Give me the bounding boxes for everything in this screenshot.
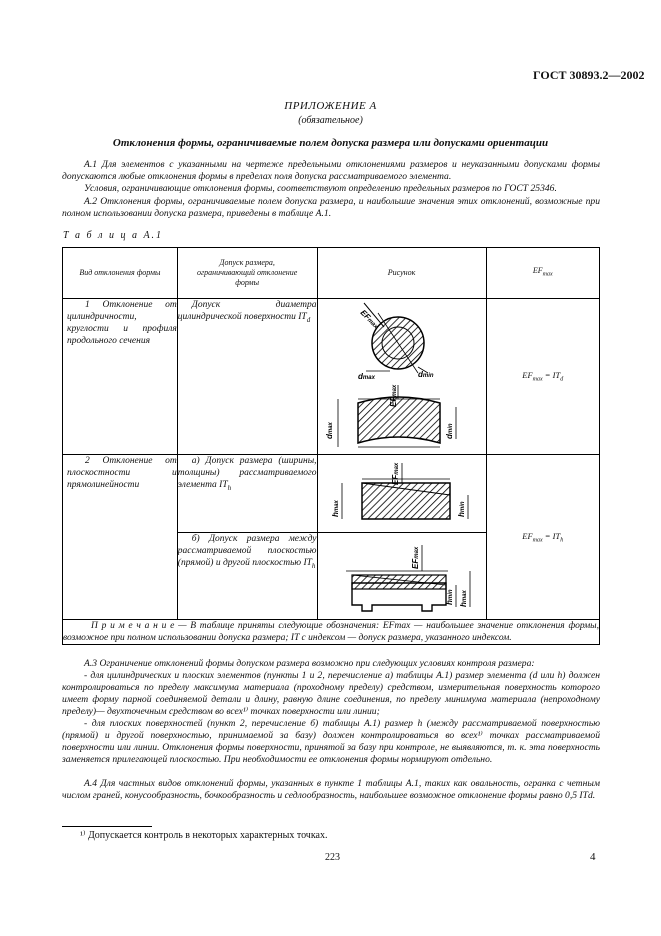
table-a1 (62, 247, 600, 645)
row2a-tolerance: а) Допуск размера (ширины, толщины) рассматриваемого элемента $IT_h$ (177, 455, 317, 533)
row1-tolerance: Допуск диаметра цилиндрической поверхности $IT_d$ (177, 299, 317, 455)
header-tolerance: Допуск размера, ограничивающий отклонение формы (177, 248, 317, 299)
cylinder-figure (318, 299, 486, 451)
footnote: ¹⁾ Допускается контроль в некоторых характерных точках. (80, 830, 328, 841)
sheet-number: 4 (590, 851, 596, 863)
step-ef-label: EFmax (410, 546, 420, 569)
row1-formula: $EF_{max} = IT_d$ (486, 299, 599, 455)
cyl-ef-label: EFmax (388, 384, 398, 407)
hmax-label: hmax (330, 500, 340, 517)
table-note: П р и м е ч а н и е — В таблице приняты следующие обозначения: EFmax — наибольшее значение отклонения формы, возможное при полном использовании допуска размера; IT с индексом — допуск размера, указанного индексом. (63, 621, 599, 643)
table-row-2a (63, 455, 600, 533)
table-note-row (63, 620, 600, 645)
paragraph-a4: А.4 Для частных видов отклонений формы, указанных в пункте 1 таблицы А.1, таких как овальность, огранка с четным числом граней, конусообразность, бочкообразность и седлообразность, наибольшее возможное отклонение формы равно 0,5 ITd. (62, 778, 600, 801)
paragraph-a3-intro: А.3 Ограничение отклонений формы допуском размера возможно при следующих условиях контроля размера: (84, 658, 535, 669)
row2-formula: $EF_{max} = IT_h$ (486, 455, 599, 620)
row1-kind: 1 Отклонение от цилиндричности, круглости и профиля продольного сечения (63, 299, 178, 455)
dmin-label: dmin (417, 370, 434, 379)
dmax-label: dmax (357, 372, 375, 381)
table-row-1 (63, 299, 600, 455)
efmax-label: EFmax (358, 308, 379, 331)
stepped-figure (318, 533, 486, 616)
standard-number: ГОСТ 30893.2—2002 (533, 68, 645, 82)
row2b-figure (317, 533, 486, 620)
plate-figure (318, 455, 486, 529)
table-header-row (63, 248, 600, 299)
paragraph-a3-p2: - для плоских поверхностей (пункт 2, перечисление б) таблицы А.1) размер h (между рассматриваемой поверхностью (прямой) и другой поверхностью, принимаемой за базу) должен контролироваться во всех¹⁾ точках рассматриваемой поверхности или линии. Отклонения формы поверхности, принятой за базу при контроле, не выявляются, т. к. эта поверхность заменяется прилегающей плоскостью. При необходимости ее отклонения формы нормируют отдельно. (62, 718, 600, 765)
paragraph-a3-p1: - для цилиндрических и плоских элементов (пункты 1 и 2, перечисление а) таблицы А.1) размер элемента (d или h) должен контролироваться по пределу максимума материала (проходному пределу) средством, измерительная поверхность которого имеет форму парной соединяемой детали и длину, равную длине соединения, по пределу минимума материала (непроходному пределу)— двухточечным средством во всех¹⁾ точках поверхности или линии; (62, 670, 600, 717)
appendix-title: ПРИЛОЖЕНИЕ А (284, 100, 377, 112)
section-title: Отклонения формы, ограничиваемые полем допуска размера или допусками ориентации (112, 137, 549, 149)
paragraph-a2: А.2 Отклонения формы, ограничиваемые полем допуска размера, и наибольшие значения этих отклонений, возможные при полном использовании допуска размера, приведены в таблице А.1. (62, 196, 600, 219)
cyl-dmax-label: dmax (324, 422, 334, 439)
hmin-label: hmin (456, 501, 466, 517)
row2a-figure (317, 455, 486, 533)
header-kind: Вид отклонения формы (63, 248, 178, 299)
page-number: 223 (325, 852, 340, 863)
step-hmax-label: hmax (458, 590, 468, 607)
row1-figure (317, 299, 486, 455)
plate-ef-label: EFmax (390, 462, 400, 485)
header-figure: Рисунок (317, 248, 486, 299)
step-hmin-label: hmin (444, 589, 454, 605)
row2-kind: 2 Отклонение от плоскостности и прямолинейности (63, 455, 178, 620)
appendix-subtitle: (обязательное) (298, 115, 363, 126)
table-caption: Т а б л и ц а А.1 (63, 230, 164, 241)
row2b-tolerance: б) Допуск размера между рассматриваемой плоскостью (прямой) и другой плоскостью $IT_h$ (177, 533, 317, 620)
header-efmax: $EF_{max}$ (486, 248, 599, 299)
paragraph-a1b: Условия, ограничивающие отклонения формы, соответствуют определению предельных размеров по ГОСТ 25346. (84, 183, 557, 194)
paragraph-a1: А.1 Для элементов с указанными на чертеже предельными отклонениями размеров и неуказанными допусками формы допускаются любые отклонения формы в пределах поля допуска рассматриваемого элемента. (62, 159, 600, 182)
cyl-dmin-label: dmin (444, 423, 454, 439)
footnote-divider (62, 826, 152, 827)
